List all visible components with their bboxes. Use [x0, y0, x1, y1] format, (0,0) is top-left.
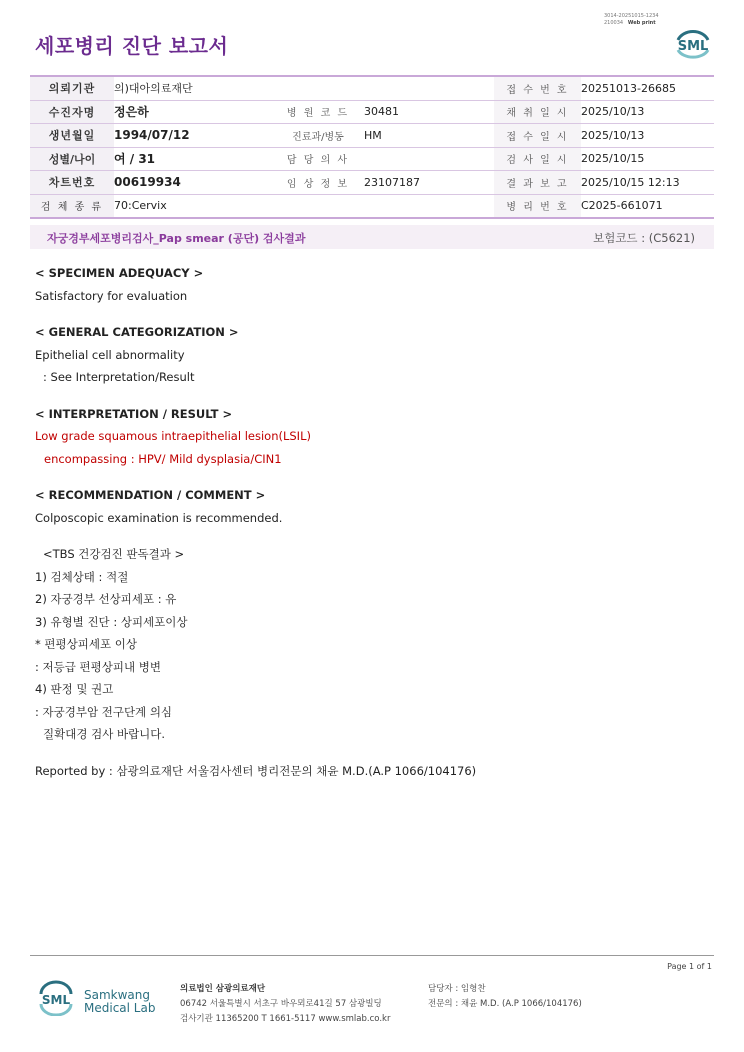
organization-info [180, 982, 390, 1027]
info-value: 2025/10/13 [581, 100, 714, 124]
info-label: 검 체 종 류 [30, 194, 114, 218]
reported-by: Reported by : 삼광의료재단 서울검사센터 병리전문의 채윤 M.D.(A.P 1066/104176) [35, 763, 477, 778]
interpretation-heading: < INTERPRETATION / RESULT > [35, 406, 233, 421]
tbs-item: 3) 유형별 진단 : 상피세포이상 [35, 614, 188, 629]
general-categorization-text: Epithelial cell abnormality [35, 347, 185, 362]
staff-pathologist: 전문의 : 채윤 M.D. (A.P 1066/104176) [428, 999, 582, 1009]
recommendation-heading: < RECOMMENDATION / COMMENT > [35, 488, 266, 502]
tbs-item: 2) 자궁경부 선상피세포 : 유 [35, 592, 177, 606]
brand-name-line1: Samkwang [84, 988, 150, 1002]
org-address: 06742 서울특별시 서초구 바우뫼로41길 57 삼광빌딩 [180, 999, 382, 1009]
info-value: 1994/07/12 [114, 124, 272, 148]
staff-info [428, 982, 582, 1012]
test-title: 자궁경부세포병리검사_Pap smear (공단) 검사결과 [47, 232, 306, 245]
info-value: 20251013-26685 [581, 76, 714, 100]
info-label: 병 리 번 호 [494, 194, 581, 218]
info-value: C2025-661071 [581, 194, 714, 218]
info-value: HM [364, 124, 494, 148]
tbs-item: 1) 검체상태 : 적절 [35, 569, 129, 584]
svg-text:SML: SML [677, 39, 709, 54]
org-contact: 검사기관 11365200 T 1661-5117 www.smlab.co.kr [180, 1014, 391, 1024]
info-row [30, 100, 714, 124]
print-meta [604, 13, 659, 27]
web-print-label: Web print [627, 20, 656, 26]
info-row [30, 147, 714, 171]
info-label: 생년월일 [30, 124, 114, 148]
info-label: 의뢰기관 [30, 76, 114, 100]
info-value: 정은하 [114, 100, 272, 124]
recommendation-text: Colposcopic examination is recommended. [35, 510, 283, 525]
print-meta-line1: 3014-20251015-1234 [604, 13, 659, 19]
tbs-heading: <TBS 건강검진 판독결과 > [43, 547, 185, 561]
info-value: 30481 [364, 100, 494, 124]
info-value: 의)대아의료재단 [114, 76, 494, 100]
info-label: 채 취 일 시 [494, 100, 581, 124]
info-label: 진료과/병동 [272, 124, 364, 148]
report-title: 세포병리 진단 보고서 [35, 34, 229, 58]
org-name: 의료법인 삼광의료재단 [180, 984, 266, 994]
info-label: 접 수 번 호 [494, 76, 581, 100]
info-value: 70:Cervix [114, 194, 494, 218]
tbs-item: : 저등급 편평상피내 병변 [35, 659, 161, 674]
info-label: 검 사 일 시 [494, 147, 581, 171]
tbs-item: 질확대경 검사 바랍니다. [43, 727, 166, 741]
info-label: 결 과 보 고 [494, 171, 581, 195]
info-row [30, 171, 714, 195]
info-row [30, 124, 714, 148]
info-value: 00619934 [114, 171, 272, 195]
info-label: 성별/나이 [30, 147, 114, 171]
sml-logo-icon [36, 980, 76, 1016]
info-label: 차트번호 [30, 171, 114, 195]
general-categorization-note: : See Interpretation/Result [43, 370, 195, 384]
tbs-item: 4) 판정 및 권고 [35, 682, 114, 696]
interpretation-result: Low grade squamous intraepithelial lesion(LSIL) [35, 429, 311, 443]
tbs-item: : 자궁경부암 전구단계 의심 [35, 704, 173, 719]
insurance-code: 보험코드 : (C5621) [593, 231, 695, 245]
info-value: 여 / 31 [114, 147, 272, 171]
info-row [30, 194, 714, 218]
general-categorization-heading: < GENERAL CATEGORIZATION > [35, 325, 239, 339]
brand-name-line2: Medical Lab [84, 1001, 156, 1015]
info-value: 2025/10/15 [581, 147, 714, 171]
print-meta-line2: 210034 Web print [604, 20, 656, 26]
info-row [30, 76, 714, 100]
tbs-item: * 편평상피세포 이상 [35, 637, 137, 651]
info-label: 임 상 정 보 [272, 171, 364, 195]
footer-divider [30, 955, 714, 956]
specimen-adequacy-heading: < SPECIMEN ADEQUACY > [35, 266, 204, 280]
report-body [35, 262, 715, 782]
brand-name [84, 989, 155, 1015]
patient-info-table [30, 75, 714, 219]
staff-manager: 담당자 : 임형찬 [428, 984, 486, 994]
info-value: 2025/10/13 [581, 124, 714, 148]
page-number: Page 1 of 1 [667, 962, 712, 971]
specimen-adequacy-text: Satisfactory for evaluation [35, 288, 188, 303]
svg-text:SML: SML [41, 993, 71, 1007]
info-value: 23107187 [364, 171, 494, 195]
info-label: 담 당 의 사 [272, 147, 364, 171]
info-value: 2025/10/15 12:13 [581, 171, 714, 195]
interpretation-detail: encompassing : HPV/ Mild dysplasia/CIN1 [44, 451, 282, 466]
info-value [364, 147, 494, 171]
info-label: 병 원 코 드 [272, 100, 364, 124]
info-label: 접 수 일 시 [494, 124, 581, 148]
info-label: 수진자명 [30, 100, 114, 124]
sml-logo-icon [672, 26, 714, 62]
